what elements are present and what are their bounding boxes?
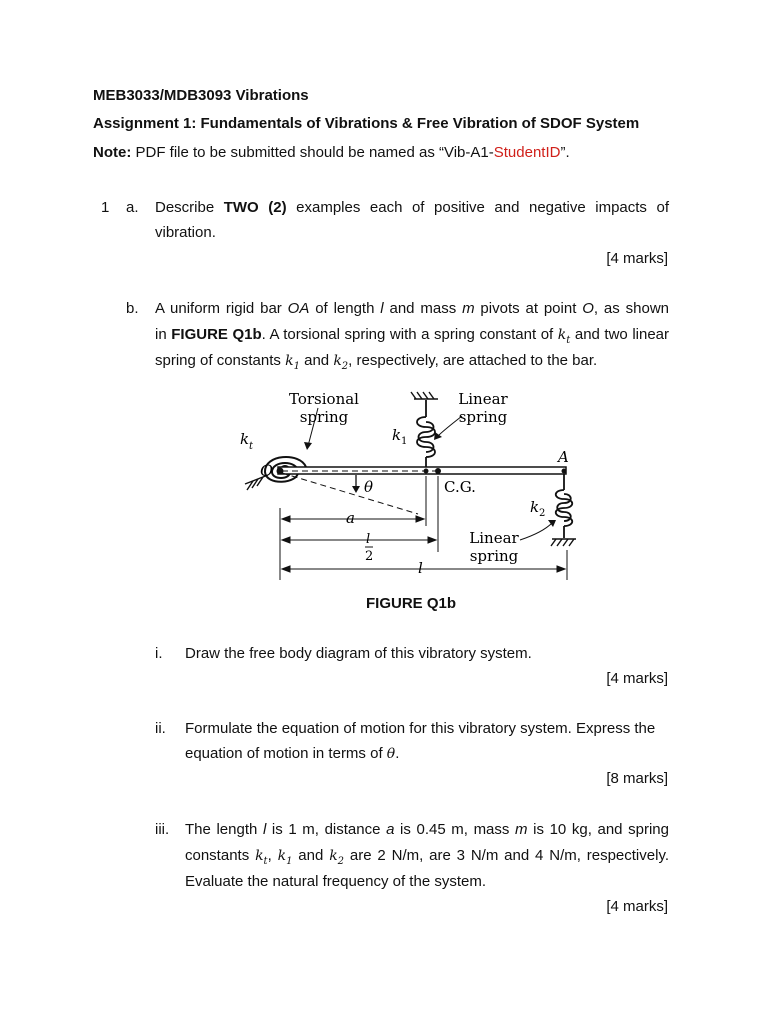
part-b-line-3 bbox=[155, 351, 597, 377]
part-a-label: a. bbox=[126, 199, 139, 216]
note-text-end: ”. bbox=[560, 144, 570, 161]
subq-ii-line-2 bbox=[185, 744, 399, 764]
part-b-line-2 bbox=[155, 325, 669, 351]
assignment-title: Assignment 1: Fundamentals of Vibrations & Free Vibration of SDOF System bbox=[93, 115, 640, 132]
k1-attachment bbox=[424, 469, 429, 474]
note-student-id: StudentID bbox=[493, 144, 561, 161]
label-linear-bottom: Linear bbox=[469, 529, 519, 547]
k-subscript: 1 bbox=[293, 360, 300, 372]
label-linear-bottom-spring: spring bbox=[469, 547, 519, 565]
k-subscript: 2 bbox=[341, 360, 349, 372]
part-b-text: , respectively, are attached to the bar. bbox=[348, 352, 598, 369]
part-b-text: . A torsional spring with a spring constant of bbox=[261, 326, 558, 343]
label-dim-l: l bbox=[418, 559, 423, 577]
pivot-symbol: O bbox=[582, 300, 594, 317]
theta-arrowhead-icon bbox=[352, 486, 360, 493]
course-title: MEB3033/MDB3093 Vibrations bbox=[93, 87, 309, 104]
label-k1-sub: 1 bbox=[401, 436, 408, 447]
k1-symbol bbox=[285, 353, 300, 372]
subq-i-label: i. bbox=[155, 645, 163, 662]
k-letter: k bbox=[285, 353, 294, 369]
figure-caption: FIGURE Q1b bbox=[366, 595, 457, 612]
dimension-extension-lines bbox=[280, 476, 567, 580]
k-subscript: t bbox=[566, 334, 571, 346]
length-symbol: l bbox=[262, 821, 267, 838]
label-k1-k: k bbox=[392, 426, 402, 444]
dimension-length bbox=[282, 566, 565, 572]
label-k2-k: k bbox=[530, 498, 540, 516]
part-a-line-2: vibration. bbox=[155, 224, 216, 241]
subq-iii-text: is 0.45 m, mass bbox=[394, 821, 516, 838]
k-subscript: 2 bbox=[337, 855, 345, 867]
label-linear-top: Linear bbox=[458, 390, 508, 408]
subq-iii-text: constants bbox=[185, 847, 256, 864]
k-letter: k bbox=[333, 353, 342, 369]
label-half-denominator: 2 bbox=[365, 549, 374, 564]
k2-symbol bbox=[329, 848, 345, 867]
label-a-point: A bbox=[558, 448, 569, 466]
label-k2-sub: 2 bbox=[539, 508, 546, 519]
linear-bottom-leader bbox=[520, 523, 552, 540]
subq-iii-line-3: Evaluate the natural frequency of the system. bbox=[185, 873, 487, 890]
k-letter: k bbox=[277, 848, 287, 864]
k-letter: k bbox=[329, 848, 338, 864]
subq-iii-line-2 bbox=[185, 846, 669, 872]
k1-symbol bbox=[277, 848, 293, 867]
label-half-numerator: l bbox=[366, 532, 371, 547]
question-number: 1 bbox=[101, 199, 110, 216]
part-b-text: , as shown bbox=[593, 300, 669, 317]
kt-symbol bbox=[557, 327, 571, 346]
theta-symbol: θ bbox=[386, 746, 396, 762]
subq-iii-label: iii. bbox=[155, 821, 170, 838]
part-b-text: pivots at point bbox=[474, 300, 583, 317]
spring-k1-icon bbox=[417, 400, 435, 467]
submission-note bbox=[93, 143, 570, 163]
torsional-leader-head-icon bbox=[304, 442, 312, 450]
subq-ii-label: ii. bbox=[155, 720, 166, 737]
subq-iii-line-1 bbox=[185, 820, 669, 840]
k2-symbol bbox=[333, 353, 349, 372]
k-subscript: t bbox=[263, 855, 268, 867]
part-b-line-1 bbox=[155, 299, 669, 319]
subq-i-text: Draw the free body diagram of this vibratory system. bbox=[185, 645, 532, 662]
k-letter: k bbox=[255, 848, 264, 864]
part-a-marks: [4 marks] bbox=[606, 250, 668, 267]
label-o: O bbox=[260, 461, 274, 480]
subq-ii-text: equation of motion in terms of bbox=[185, 745, 387, 762]
subq-ii-text-end: . bbox=[395, 745, 400, 762]
mass-symbol: m bbox=[515, 821, 528, 838]
part-b-text: and two linear bbox=[570, 326, 670, 343]
subq-iii-text: are 2 N/m, are 3 N/m and 4 N/m, respectively. bbox=[344, 847, 669, 864]
part-a-count: TWO (2) bbox=[223, 199, 287, 216]
mass-symbol: m bbox=[462, 300, 475, 317]
ground-hatch-k1-icon bbox=[411, 392, 438, 399]
label-kt-sub: t bbox=[249, 441, 254, 452]
bar-name: OA bbox=[287, 300, 310, 317]
dimension-half-length bbox=[282, 537, 436, 543]
note-label: Note: bbox=[93, 144, 132, 161]
part-b-text: A uniform rigid bar bbox=[155, 300, 288, 317]
k-subscript: 1 bbox=[286, 855, 293, 867]
label-cg: C.G. bbox=[444, 478, 476, 496]
subq-iii-text: is 1 m, distance bbox=[266, 821, 387, 838]
part-b-text: and bbox=[299, 352, 334, 369]
k-letter: k bbox=[557, 327, 567, 343]
separator: , bbox=[267, 847, 278, 864]
part-b-label: b. bbox=[126, 300, 139, 317]
kt-symbol bbox=[255, 848, 268, 867]
spring-k2-icon bbox=[556, 474, 573, 538]
subq-iii-text: is 10 kg, and spring bbox=[527, 821, 669, 838]
part-a-text-rest: examples each of positive and negative impacts of bbox=[286, 199, 669, 216]
part-b-text: spring of constants bbox=[155, 352, 286, 369]
subq-ii-line-1: Formulate the equation of motion for this vibratory system. Express the bbox=[185, 720, 656, 737]
label-theta: θ bbox=[364, 478, 374, 496]
figure-q1b-diagram bbox=[230, 380, 590, 585]
label-linear-top-spring: spring bbox=[458, 408, 508, 426]
label-dim-a: a bbox=[346, 509, 355, 527]
label-kt-k: k bbox=[240, 430, 250, 448]
label-torsional-spring: spring bbox=[299, 408, 349, 426]
rotated-position-line bbox=[282, 473, 418, 514]
subq-i-marks: [4 marks] bbox=[606, 670, 668, 687]
conjunction: and bbox=[292, 847, 330, 864]
center-of-gravity-point bbox=[435, 468, 441, 474]
distance-symbol: a bbox=[386, 821, 395, 838]
part-a-line-1 bbox=[155, 198, 669, 218]
subq-iii-marks: [4 marks] bbox=[606, 898, 668, 915]
subq-iii-text: The length bbox=[185, 821, 263, 838]
label-torsional: Torsional bbox=[289, 390, 359, 408]
part-b-text: and mass bbox=[383, 300, 463, 317]
figure-reference: FIGURE Q1b bbox=[171, 326, 262, 343]
part-b-text: in bbox=[155, 326, 172, 343]
part-b-text: of length bbox=[309, 300, 381, 317]
point-a bbox=[562, 469, 567, 474]
ground-hatch-k2-icon bbox=[551, 539, 576, 546]
note-text-start: PDF file to be submitted should be named as “Vib-A1- bbox=[131, 144, 494, 161]
length-symbol: l bbox=[380, 300, 384, 317]
subq-ii-marks: [8 marks] bbox=[606, 770, 668, 787]
part-a-text: Describe bbox=[155, 199, 224, 216]
